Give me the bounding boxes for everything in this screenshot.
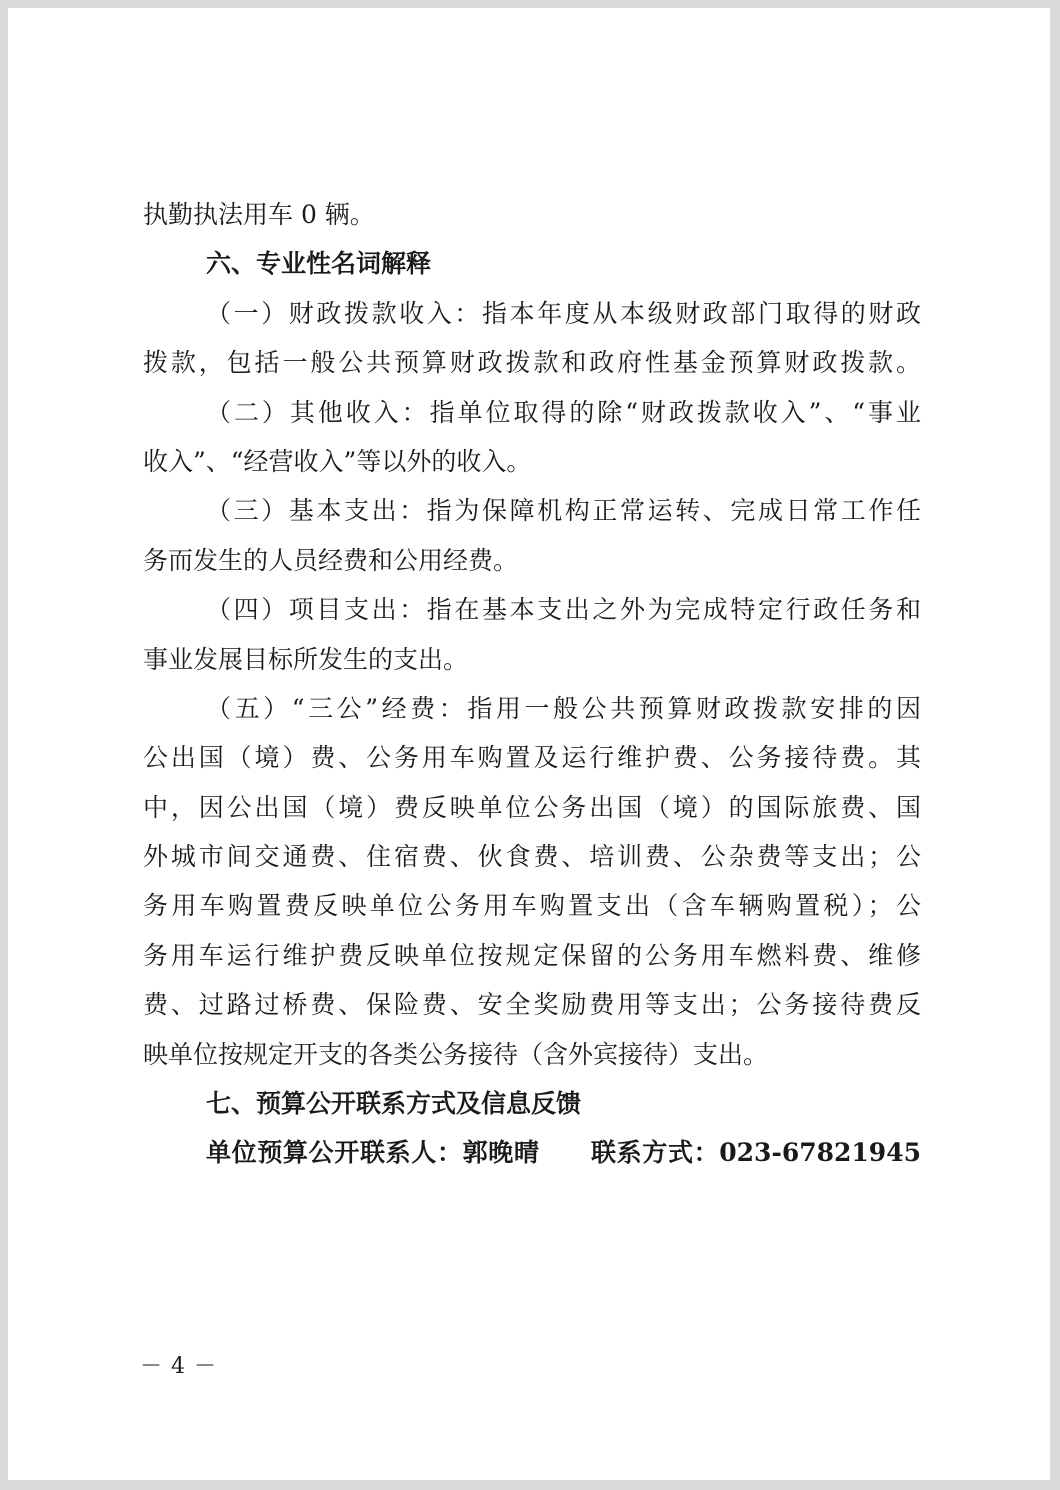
section-heading-contact: 七、预算公开联系方式及信息反馈: [206, 1089, 582, 1119]
body-line: 务用车运行维护费反映单位按规定保留的公务用车燃料费、维修: [143, 940, 921, 970]
body-line: 拨款，包括一般公共预算财政拨款和政府性基金预算财政拨款。: [143, 348, 921, 378]
document-body: [143, 190, 921, 1178]
body-line: 务用车购置费反映单位公务用车购置支出（含车辆购置税）；公: [143, 891, 921, 921]
body-line: （五）“三公”经费：指用一般公共预算财政拨款安排的因: [206, 693, 921, 723]
body-line: （三）基本支出：指为保障机构正常运转、完成日常工作任: [206, 496, 921, 526]
body-line: 外城市间交通费、住宿费、伙食费、培训费、公杂费等支出；公: [143, 842, 921, 872]
body-line: 中，因公出国（境）费反映单位公务出国（境）的国际旅费、国: [143, 792, 921, 822]
body-line: 务而发生的人员经费和公用经费。: [143, 545, 519, 575]
body-line: 事业发展目标所发生的支出。: [143, 644, 469, 674]
body-line: （二）其他收入：指单位取得的除“财政拨款收入”、“事业: [206, 397, 921, 427]
body-line: （四）项目支出：指在基本支出之外为完成特定行政任务和: [206, 595, 921, 625]
body-line: 映单位按规定开支的各类公务接待（含外宾接待）支出。: [143, 1039, 769, 1069]
contact-line: 单位预算公开联系人：郭晚晴 联系方式：023-67821945: [206, 1138, 921, 1168]
body-line: 公出国（境）费、公务用车购置及运行维护费、公务接待费。其: [143, 743, 921, 773]
body-line: （一）财政拨款收入：指本年度从本级财政部门取得的财政: [206, 298, 921, 328]
page-number: － 4 －: [140, 1354, 217, 1379]
section-heading-terms: 六、专业性名词解释: [206, 249, 432, 279]
body-line: 执勤执法用车 0 辆。: [143, 200, 375, 229]
body-line: 费、过路过桥费、保险费、安全奖励费用等支出；公务接待费反: [143, 990, 921, 1020]
body-line: 收入”、“经营收入”等以外的收入。: [143, 446, 532, 476]
